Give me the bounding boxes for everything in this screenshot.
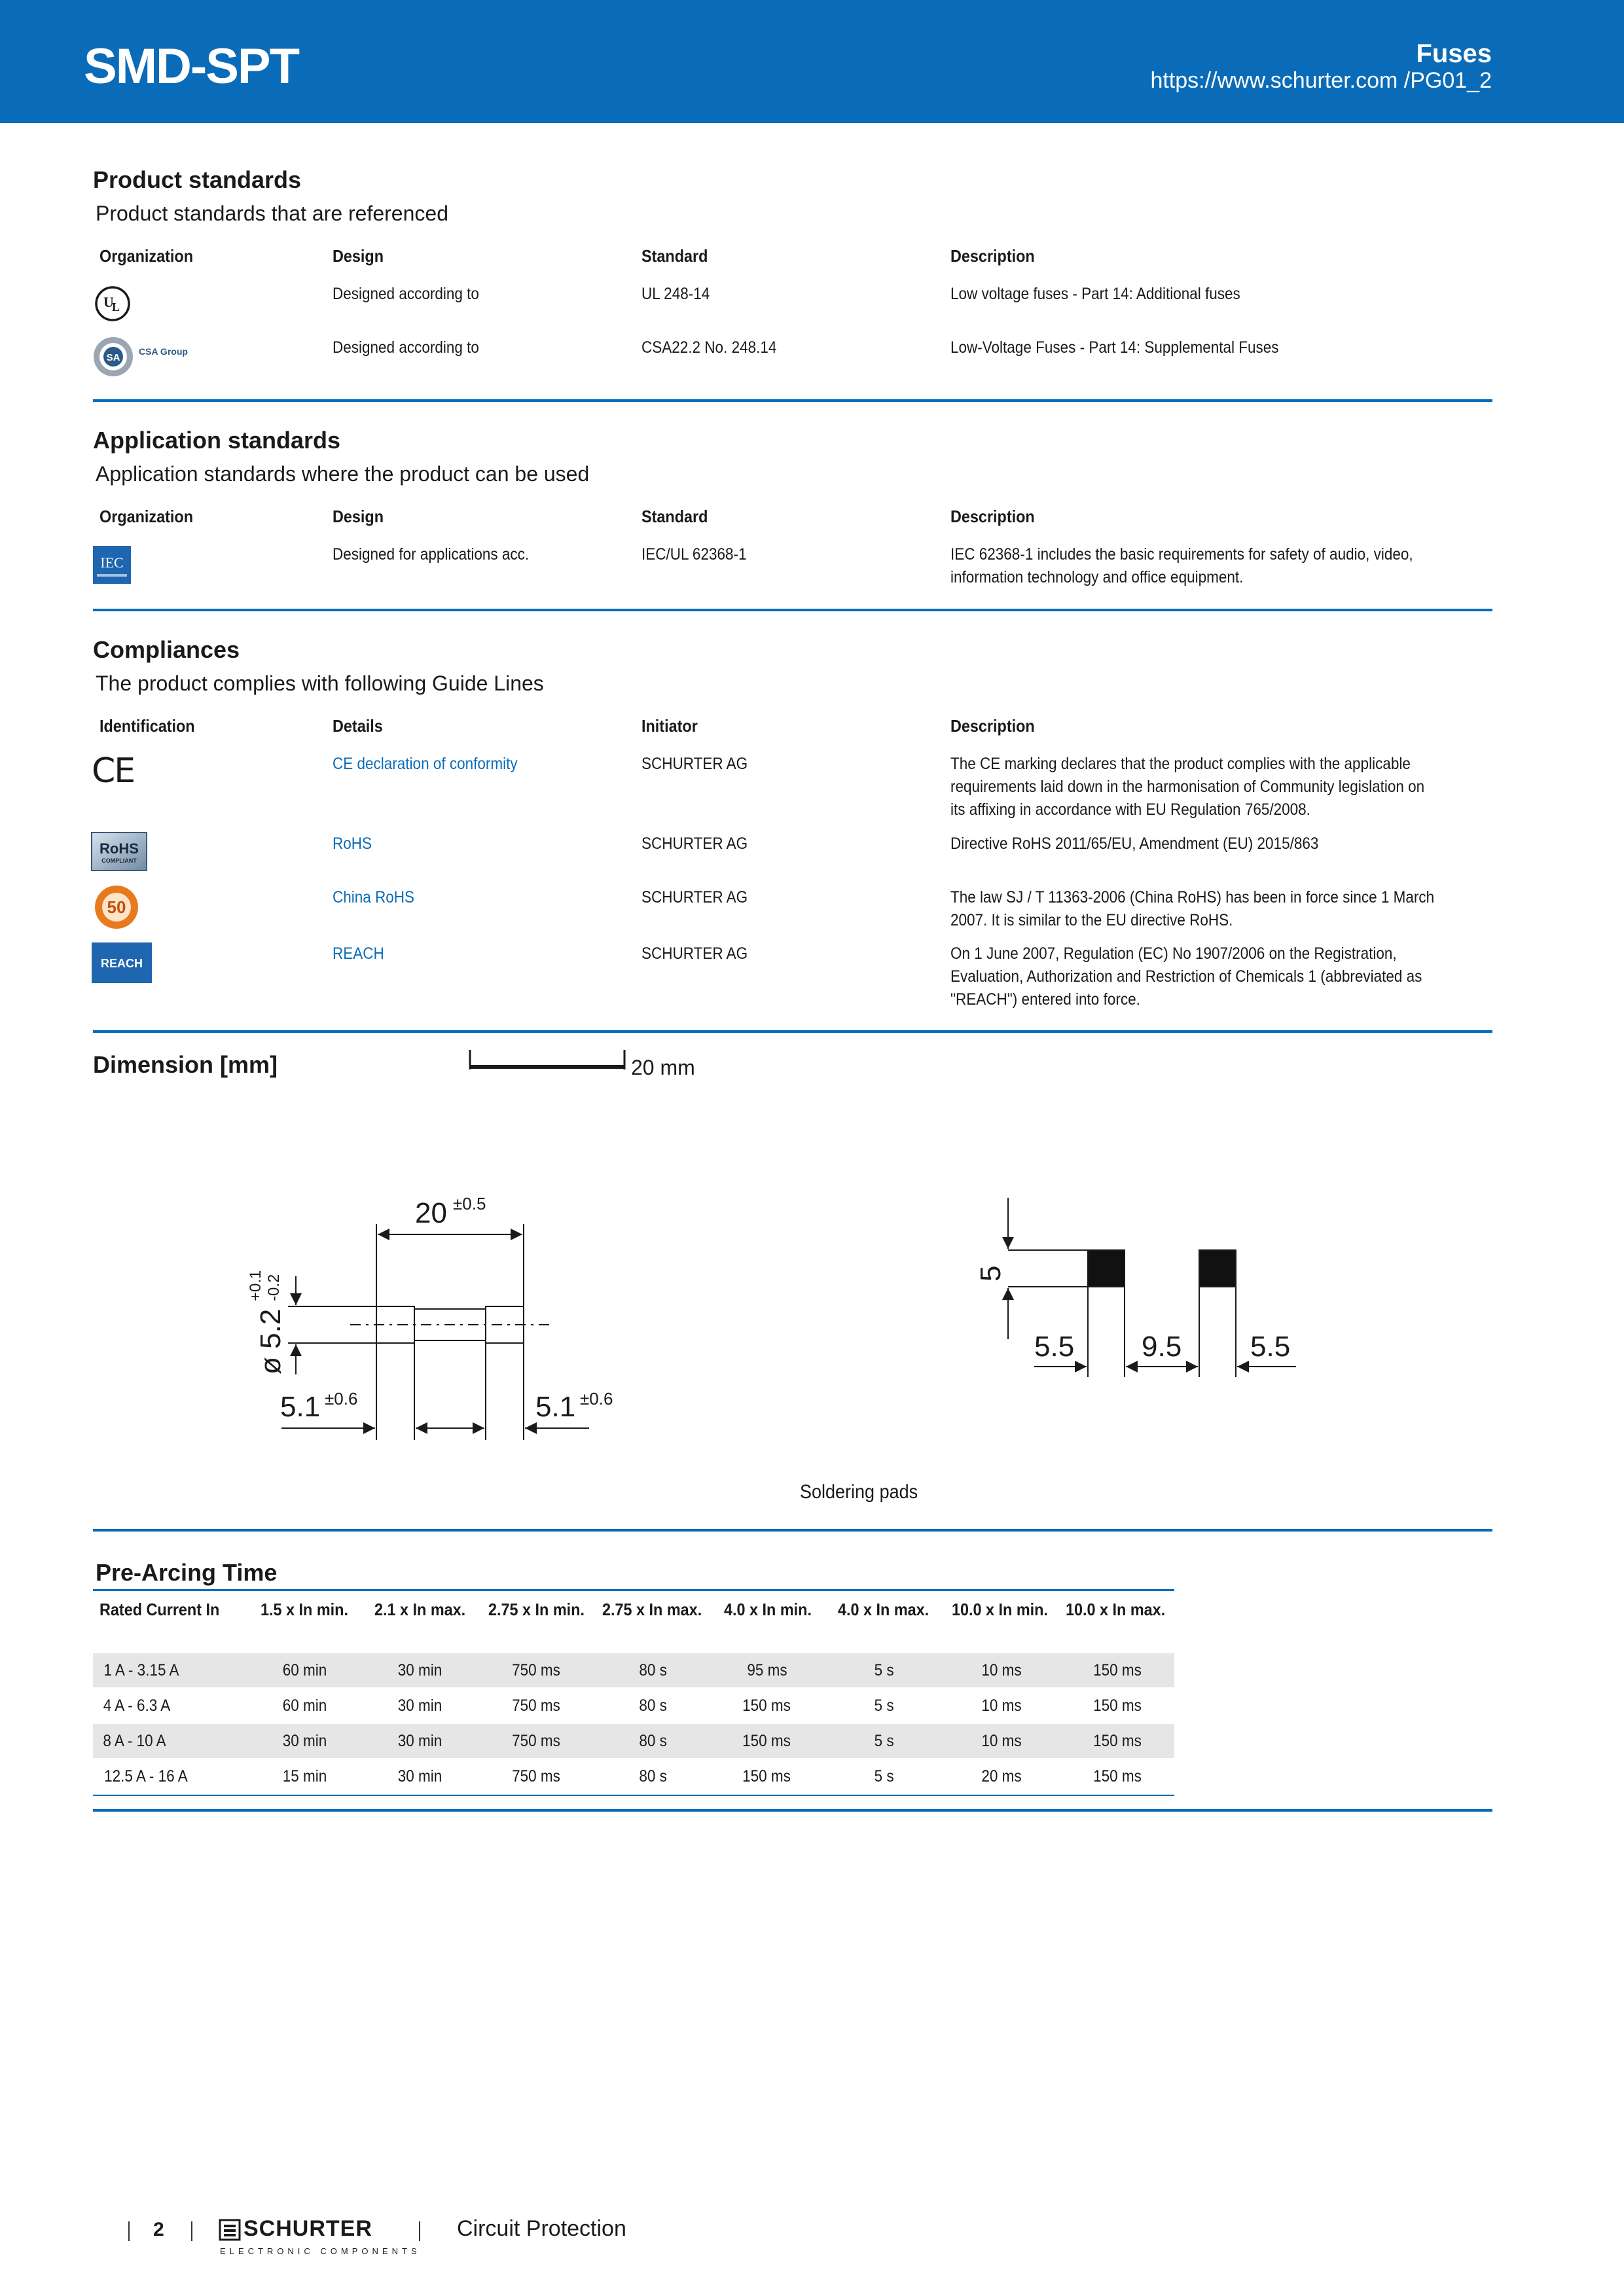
table-cell: 750 ms (512, 1767, 560, 1785)
fuse-cap-tol-left: ±0.6 (325, 1389, 358, 1408)
table-cell: 10 ms (981, 1696, 1022, 1715)
row-description-line: IEC 62368-1 includes the basic requirements for safety of audio, video, (950, 545, 1413, 564)
section-divider (93, 399, 1492, 402)
table-cell: 30 min (397, 1661, 442, 1679)
row-description-line: requirements laid down in the harmonisation of Community legislation on (950, 778, 1425, 796)
fuse-diameter-tol-plus: +0.1 (247, 1270, 264, 1301)
soldering-pads-caption: Soldering pads (800, 1481, 918, 1503)
pad-width-label-left: 5.5 (1034, 1331, 1075, 1363)
table-bottom-rule (93, 1795, 1174, 1796)
csa-group-text: CSA Group (139, 346, 188, 357)
footer-separator (419, 2221, 420, 2241)
fuse-length-label: 20 (415, 1197, 447, 1229)
page-header (0, 0, 1624, 123)
table-cell: 5 s (874, 1732, 894, 1750)
rohs-compliant-icon (92, 833, 147, 870)
col-header-standard: Standard (641, 507, 708, 526)
fuse-dimension-drawing (236, 1178, 628, 1453)
fuse-length-tolerance: ±0.5 (453, 1194, 486, 1213)
schurter-logo-icon (219, 2219, 241, 2241)
table-cell: 12.5 A - 16 A (104, 1767, 188, 1785)
col-header: 2.1 x In max. (374, 1600, 466, 1619)
table-row (93, 1689, 1174, 1723)
row-description: Low voltage fuses - Part 14: Additional fuses (950, 285, 1240, 303)
col-header-rated-current: Rated Current In (99, 1600, 220, 1619)
table-cell: 30 min (282, 1732, 327, 1750)
col-header-organization: Organization (99, 246, 194, 266)
table-cell: 150 ms (1093, 1696, 1142, 1715)
pad-width-label-right: 5.5 (1250, 1331, 1291, 1363)
table-cell: 30 min (397, 1732, 442, 1750)
col-header-details: Details (333, 716, 383, 736)
iec-logo-icon (93, 546, 131, 584)
table-cell: 80 s (639, 1767, 667, 1785)
table-cell: 80 s (639, 1661, 667, 1679)
table-cell: 5 s (874, 1661, 894, 1679)
row-design: Designed according to (333, 338, 479, 357)
compliances-subtitle: The product complies with following Guide Lines (96, 672, 544, 695)
table-cell: 150 ms (742, 1767, 791, 1785)
row-description-line: The law SJ / T 11363-2006 (China RoHS) has been in force since 1 March (950, 888, 1435, 906)
soldering-pads-drawing (969, 1185, 1309, 1381)
table-cell: 15 min (282, 1767, 327, 1785)
table-cell: 4 A - 6.3 A (103, 1696, 171, 1715)
fuse-cap-tol-right: ±0.6 (580, 1389, 613, 1408)
row-description-line: On 1 June 2007, Regulation (EC) No 1907/2006 on the Registration, (950, 944, 1397, 963)
table-cell: 60 min (282, 1661, 327, 1679)
reach-link[interactable]: REACH (333, 944, 384, 963)
col-header-standard: Standard (641, 246, 708, 266)
brand-name: SCHURTER (244, 2216, 372, 2241)
scale-bar (467, 1047, 631, 1076)
china-rohs-number: 50 (107, 897, 126, 917)
dimension-title: Dimension [mm] (93, 1051, 278, 1078)
table-cell: 10 ms (981, 1732, 1022, 1750)
application-standards-title: Application standards (93, 427, 341, 454)
product-url[interactable]: https://www.schurter.com /PG01_2 (1150, 68, 1492, 93)
table-cell: 150 ms (1093, 1661, 1142, 1679)
csa-group-logo-icon (92, 335, 188, 378)
row-initiator: SCHURTER AG (641, 888, 748, 906)
col-header: 10.0 x In min. (952, 1600, 1048, 1619)
fuse-cap-label-left: 5.1 (280, 1391, 321, 1423)
row-standard: IEC/UL 62368-1 (641, 545, 747, 564)
table-row (93, 1759, 1174, 1793)
col-header-initiator: Initiator (641, 716, 698, 736)
table-cell: 150 ms (742, 1732, 791, 1750)
table-cell: 5 s (874, 1696, 894, 1715)
compliances-title: Compliances (93, 636, 240, 663)
col-header: 4.0 x In max. (838, 1600, 929, 1619)
table-cell: 30 min (397, 1696, 442, 1715)
svg-text:L: L (111, 300, 120, 314)
table-cell: 150 ms (742, 1696, 791, 1715)
table-cell: 150 ms (1093, 1732, 1142, 1750)
pad-gap-label: 9.5 (1142, 1331, 1182, 1363)
brand-subtitle: ELECTRONIC COMPONENTS (220, 2246, 421, 2256)
reach-text: REACH (100, 957, 143, 970)
product-title: SMD-SPT (84, 39, 298, 94)
row-design: Designed according to (333, 285, 479, 303)
china-rohs-link[interactable]: China RoHS (333, 888, 415, 906)
rohs-subtext: COMPLIANT (101, 857, 137, 864)
table-cell: 20 ms (981, 1767, 1022, 1785)
row-description: Low-Voltage Fuses - Part 14: Supplemental Fuses (950, 338, 1279, 357)
table-cell: 150 ms (1093, 1767, 1142, 1785)
row-description-line: "REACH") entered into force. (950, 990, 1140, 1009)
reach-icon (92, 942, 152, 983)
scale-label: 20 mm (631, 1056, 695, 1079)
footer-separator (128, 2221, 130, 2241)
pad-height-label: 5 (975, 1265, 1007, 1282)
table-cell: 1 A - 3.15 A (103, 1661, 179, 1679)
table-cell: 750 ms (512, 1732, 560, 1750)
row-description-line: Evaluation, Authorization and Restriction of Chemicals 1 (abbreviated as (950, 967, 1422, 986)
svg-text:SA: SA (106, 352, 120, 363)
table-cell: 60 min (282, 1696, 327, 1715)
col-header: 4.0 x In min. (724, 1600, 812, 1619)
page-number: 2 (153, 2219, 164, 2240)
section-divider (93, 1529, 1492, 1532)
ul-logo-icon (94, 285, 131, 322)
row-standard: UL 248-14 (641, 285, 710, 303)
row-description-line: its affixing in accordance with EU Regulation 765/2008. (950, 800, 1310, 819)
rohs-link[interactable]: RoHS (333, 834, 372, 853)
fuse-cap-label-right: 5.1 (535, 1391, 576, 1423)
table-cell: 10 ms (981, 1661, 1022, 1679)
col-header-design: Design (333, 507, 384, 526)
row-design: Designed for applications acc. (333, 545, 530, 564)
table-cell: 8 A - 10 A (103, 1732, 166, 1750)
row-initiator: SCHURTER AG (641, 755, 748, 773)
row-initiator: SCHURTER AG (641, 944, 748, 963)
svg-text:U: U (103, 294, 114, 310)
row-standard: CSA22.2 No. 248.14 (641, 338, 777, 357)
ce-mark-icon: CE (92, 751, 135, 791)
table-top-rule (93, 1589, 1174, 1591)
col-header-description: Description (950, 246, 1035, 266)
ce-declaration-link[interactable]: CE declaration of conformity (333, 755, 518, 773)
china-rohs-50-icon (93, 884, 140, 931)
row-description-line: information technology and office equipment. (950, 568, 1244, 586)
footer-tagline: Circuit Protection (457, 2216, 626, 2241)
footer-separator (191, 2221, 192, 2241)
table-cell: 750 ms (512, 1661, 560, 1679)
table-cell: 750 ms (512, 1696, 560, 1715)
table-cell: 95 ms (747, 1661, 787, 1679)
row-description-line: Directive RoHS 2011/65/EU, Amendment (EU) 2015/863 (950, 834, 1319, 853)
section-divider (93, 1809, 1492, 1812)
col-header: 2.75 x In max. (602, 1600, 702, 1619)
table-cell: 80 s (639, 1732, 667, 1750)
col-header: 1.5 x In min. (261, 1600, 348, 1619)
rohs-text: RoHS (99, 840, 139, 857)
table-row (93, 1653, 1174, 1687)
product-standards-subtitle: Product standards that are referenced (96, 202, 448, 225)
row-description-line: 2007. It is similar to the EU directive RoHS. (950, 911, 1233, 929)
section-divider (93, 1030, 1492, 1033)
pre-arcing-title: Pre-Arcing Time (96, 1559, 278, 1586)
application-standards-subtitle: Application standards where the product can be used (96, 462, 590, 486)
table-cell: 30 min (397, 1767, 442, 1785)
col-header-description: Description (950, 507, 1035, 526)
iec-text: IEC (100, 554, 124, 571)
row-initiator: SCHURTER AG (641, 834, 748, 853)
section-divider (93, 609, 1492, 611)
col-header: 10.0 x In max. (1066, 1600, 1166, 1619)
col-header-identification: Identification (99, 716, 195, 736)
col-header-organization: Organization (99, 507, 194, 526)
product-standards-title: Product standards (93, 166, 302, 193)
col-header-description: Description (950, 716, 1035, 736)
row-description-line: The CE marking declares that the product complies with the applicable (950, 755, 1411, 773)
fuse-diameter-label: ø 5.2 (255, 1308, 287, 1374)
table-cell: 80 s (639, 1696, 667, 1715)
col-header: 2.75 x In min. (488, 1600, 585, 1619)
col-header-design: Design (333, 246, 384, 266)
table-row (93, 1724, 1174, 1758)
fuse-diameter-tol-minus: -0.2 (265, 1274, 283, 1301)
product-category: Fuses (1416, 39, 1492, 68)
table-cell: 5 s (874, 1767, 894, 1785)
